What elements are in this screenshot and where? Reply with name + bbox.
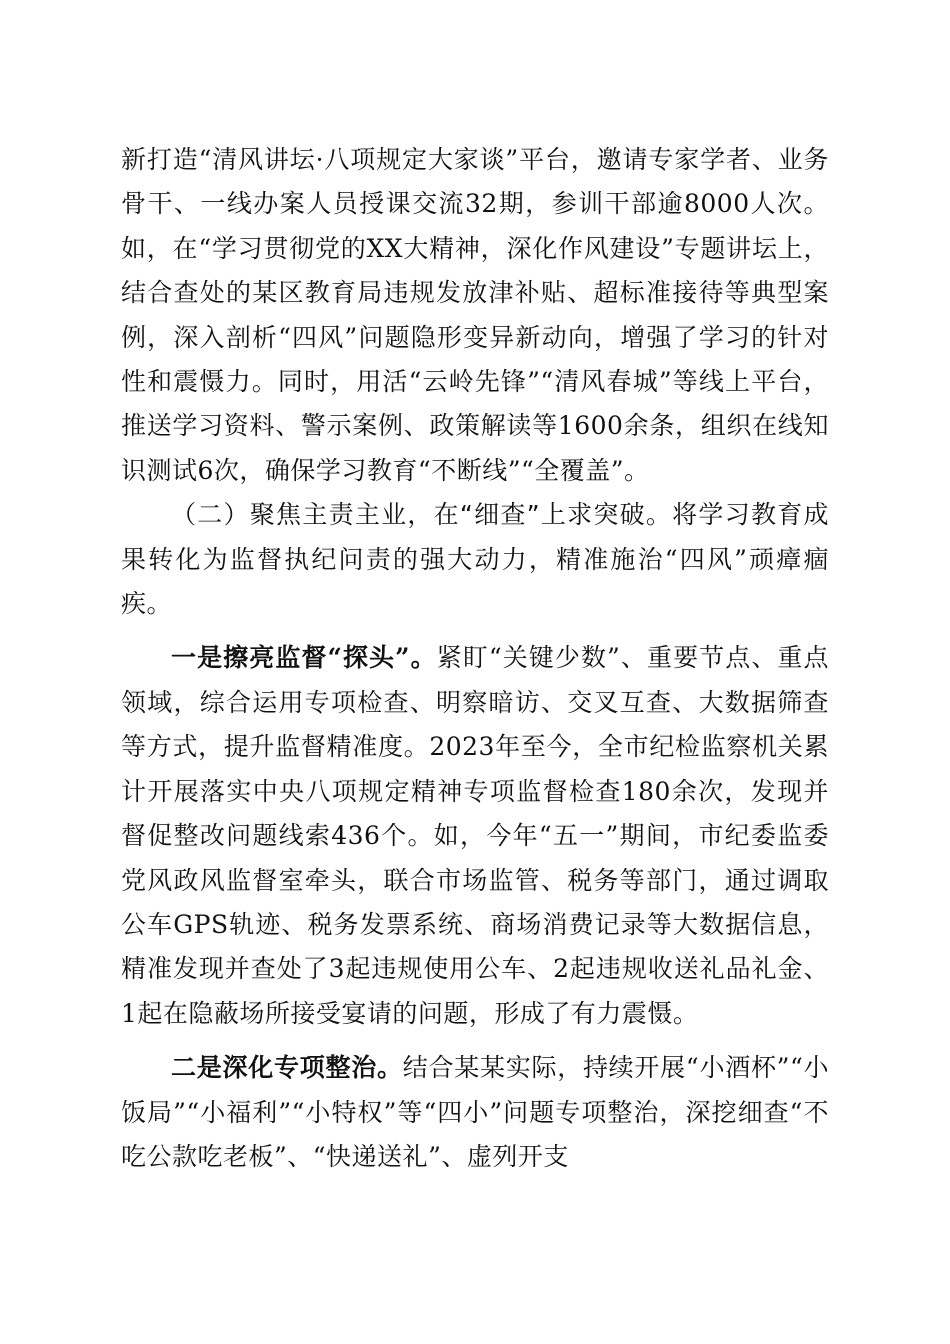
point-one-text: 紧盯“关键少数”、重要节点、重点领域，综合运用专项检查、明察暗访、交叉互查、大数据筛查等方式，提升监督精准度。2023年至今，全市纪检监察机关累计开展落实中央八项规定精神专项监督检查180余次，发现并督促整改问题线索436个。如，今年“五一”期间，市纪委监委党风政风监督室牵头，联合市场监管、税务等部门，通过调取公车GPS轨迹、税务发票系统、商场消费记录等大数据信息，精准发现并查处了3起违规使用公车、2起违规收送礼品礼金、1起在隐蔽场所接受宴请的问题，形成了有力震慑。: [121, 643, 829, 1028]
point-two-lead: 二是深化专项整治。: [171, 1053, 403, 1083]
paragraph-text: 新打造“清风讲坛·八项规定大家谈”平台，邀请专家学者、业务骨干、一线办案人员授课交流32期，参训干部逾8000人次。如，在“学习贯彻党的XX大精神，深化作风建设”专题讲坛上，结合查处的某区教育局违规发放津补贴、超标准接待等典型案例，深入剖析“四风”问题隐形变异新动向，增强了学习的针对性和震慑力。同时，用活“云岭先锋”“清风春城”等线上平台，推送学习资料、警示案例、政策解读等1600余条，组织在线知识测试6次，确保学习教育“不断线”“全覆盖”。: [121, 145, 829, 485]
section-two-heading: （二）聚焦主责主业，在“细查”上求突破。: [171, 500, 673, 530]
document-page: [121, 138, 829, 1179]
section-two-paragraph: [121, 493, 829, 626]
paragraph-forum-platform: [121, 138, 829, 493]
point-one-paragraph: [121, 636, 829, 1036]
point-two-paragraph: [121, 1046, 829, 1179]
point-two-text: 结合某某实际，持续开展“小酒杯”“小饭局”“小福利”“小特权”等“四小”问题专项整治，深挖细查“不吃公款吃老板”、“快递送礼”、虚列开支: [121, 1053, 829, 1171]
point-one-lead: 一是擦亮监督“探头”。: [171, 643, 437, 673]
section-two-text: 将学习教育成果转化为监督执纪问责的强大动力，精准施治“四风”顽瘴痼疾。: [121, 500, 829, 619]
